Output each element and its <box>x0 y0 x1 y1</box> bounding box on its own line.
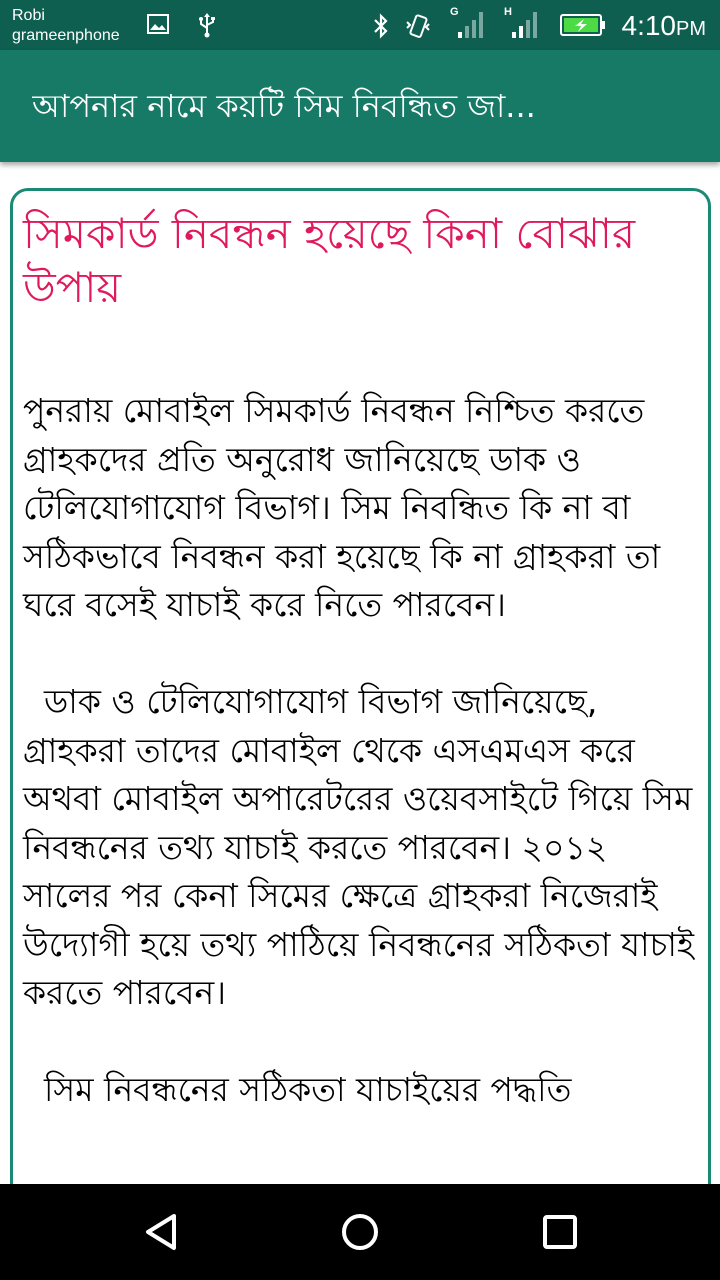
bluetooth-icon <box>370 12 392 40</box>
battery-charging-icon <box>560 13 606 37</box>
image-icon <box>146 12 170 36</box>
navigation-bar <box>0 1184 720 1280</box>
signal-icon <box>510 10 542 38</box>
clock-time: 4:10 <box>621 10 676 41</box>
usb-icon <box>196 12 218 38</box>
signal-type-2: H <box>504 6 512 18</box>
carrier-name-1: Robi <box>12 7 45 24</box>
status-bar <box>0 0 720 50</box>
carrier-names <box>12 6 120 46</box>
article-heading: সিমকার্ড নিবন্ধন হয়েছে কিনা বোঝার উপায় <box>23 209 636 312</box>
article-paragraph: পুনরায় মোবাইল সিমকার্ড নিবন্ধন নিশ্চিত করতে গ্রাহকদের প্রতি অনুরোধ জানিয়েছে ডাক ও টেলিযোগাযোগ বিভাগ। সিম নিবন্ধিত কি না বা সঠিকভাবে নিবন্ধন করা হয়েছে কি না গ্রাহকরা তা ঘরে বসেই যাচাই করে নিতে পারবেন। <box>23 391 671 624</box>
back-icon[interactable] <box>134 1204 190 1260</box>
vibrate-icon <box>404 12 432 40</box>
carrier-name-2: grameenphone <box>12 27 120 44</box>
signal-icon <box>456 10 488 38</box>
app-bar <box>0 50 720 162</box>
article-paragraph: সিম নিবন্ধনের সঠিকতা যাচাইয়ের পদ্ধতি <box>23 1070 572 1109</box>
recents-icon[interactable] <box>532 1204 588 1260</box>
clock-ampm: PM <box>676 18 706 40</box>
article-card[interactable] <box>10 188 711 1234</box>
clock <box>622 10 707 45</box>
article-paragraph: ডাক ও টেলিযোগাযোগ বিভাগ জানিয়েছে, গ্রাহকরা তাদের মোবাইল থেকে এসএমএস করে অথবা মোবাইল অপারেটরের ওয়েবসাইটে গিয়ে সিম নিবন্ধনের তথ্য যাচাই করতে পারবেন। ২০১২ সালের পর কেনা সিমের ক্ষেত্রে গ্রাহকরা নিজেরাই উদ্যোগী হয়ে তথ্য পাঠিয়ে নিবন্ধনের সঠিকতা যাচাই করতে পারবেন। <box>23 682 705 1012</box>
home-icon[interactable] <box>332 1204 388 1260</box>
app-bar-title: আপনার নামে কয়টি সিম নিবন্ধিত জা... <box>32 87 536 125</box>
article-body <box>23 387 705 1163</box>
signal-type-1: G <box>450 6 459 18</box>
